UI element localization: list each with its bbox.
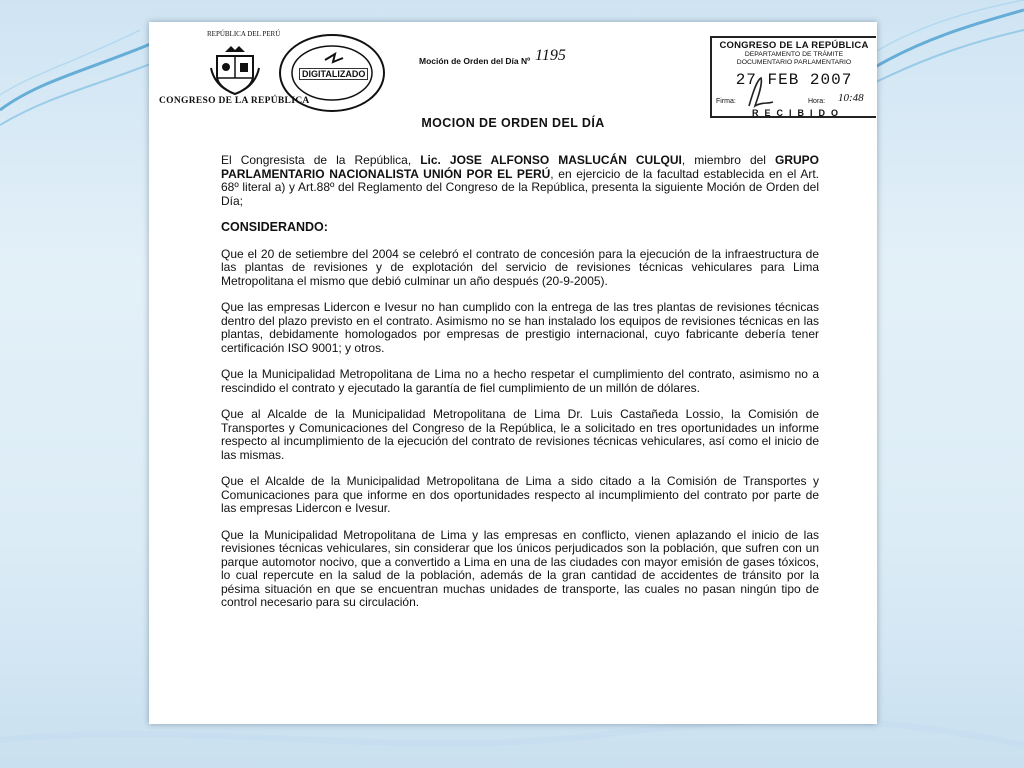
stamp-firma-label: Firma:: [716, 98, 736, 105]
reception-stamp: [710, 36, 876, 118]
paragraph-5: Que el Alcalde de la Municipalidad Metropolitana de Lima a sido citado a la Comisión de Transportes y Comunicaciones para que informe en dos oportunidades respecto al incumplimiento del contrato por parte de las empresas Lidercon e Ivesur.: [221, 474, 819, 515]
background-swoosh-top-left: [0, 0, 160, 140]
intro-text-1: El Congresista de la República,: [221, 153, 421, 167]
order-number-label: Moción de Orden del Día Nº: [419, 56, 531, 66]
stamp-title: CONGRESO DE LA REPÚBLICA: [719, 40, 869, 51]
paragraph-6: Que la Municipalidad Metropolitana de Lima y las empresas en conflicto, vienen aplazando el inicio de las revisiones técnicas vehiculares, sin considerar que los únicos perjudicados son la población, que sufren con un parque automotor nocivo, que a convertido a Lima en una de las ciudades con mayor emisión de gases tóxicos, lo cual repercute en la salud de la población, además de la gran cantidad de accidentes de tránsito por la pésima situación en que se encuentran muchas unidades de transporte, las cuales no pasan ningún tipo de control necesario para su circulación.: [221, 527, 819, 609]
paragraph-3: Que la Municipalidad Metropolitana de Lima no a hecho respetar el cumplimiento del contrato, asimismo no a rescindido el contrato y ejecutado la garantía de fiel cumplimiento de un millón de dólares.: [221, 367, 819, 395]
seal-label: DIGITALIZADO: [299, 68, 368, 80]
stamp-hora-label: Hora:: [808, 98, 826, 105]
coat-of-arms-icon: [209, 38, 261, 98]
document-title: MOCION DE ORDEN DEL DÍA: [421, 116, 605, 130]
paragraph-1: Que el 20 de setiembre del 2004 se celebró el contrato de concesión para la ejecución de la infraestructura de las plantas de revisiones y de explotación del servicio de revisiones técnicas vehiculares para Lima Metropolitana el mismo que debió culminar un año después (20-9-2005).: [221, 246, 819, 288]
coat-caption: REPÚBLICA DEL PERÚ: [207, 30, 281, 38]
intro-paragraph: [221, 154, 819, 208]
stamp-received: RECIBIDO: [752, 108, 845, 118]
paragraph-2: Que las empresas Lidercon e Ivesur no han cumplido con la entrega de las tres plantas de revisiones técnicas dentro del plazo previsto en el contrato. Asimismo no se han instalado los equipos de revisiones técnicas en las plantas, debidamente homologados por empresas de prestigio internacional, cuyo fabricante debería tener certificación ISO 9001; y otros.: [221, 300, 819, 355]
document-body: [221, 154, 819, 623]
scanned-document-page: [149, 22, 877, 724]
intro-text-2: , miembro del: [681, 153, 775, 167]
considerando-heading: CONSIDERANDO:: [221, 220, 328, 234]
order-number: 1195: [535, 47, 566, 64]
stamp-hora-value: 10:48: [838, 92, 864, 104]
institution-name: CONGRESO DE LA REPÚBLICA: [159, 96, 310, 106]
background-swoosh-top-right: [870, 0, 1024, 120]
stamp-department-line2: DOCUMENTARIO PARLAMENTARIO: [736, 59, 852, 66]
signature-icon: [743, 72, 783, 112]
stamp-date: 27 FEB 2007: [735, 71, 853, 89]
congressman-name: Lic. JOSE ALFONSO MASLUCÁN CULQUI: [420, 153, 682, 167]
parliamentary-group: GRUPO PARLAMENTARIO NACIONALISTA UNIÓN POR EL PERÚ: [221, 153, 820, 181]
stamp-department-line1: DEPARTAMENTO DE TRÁMITE: [744, 51, 844, 58]
intro-text-3: , en ejercicio de la facultad establecida en el Art. 68º literal a) y Art.88º del Reglamento del Congreso de la República, presenta la siguiente Moción de Orden del Día;: [221, 166, 819, 208]
paragraph-4: Que al Alcalde de la Municipalidad Metropolitana de Lima Dr. Luis Castañeda Lossio, la Comisión de Transportes y Comunicaciones del Congreso de la República, le a solicitado en tres oportunidades un informe respecto al incumplimiento de la ejecución del contrato de revisiones técnicas vehiculares, así como el inicio de las mismas.: [221, 407, 819, 462]
